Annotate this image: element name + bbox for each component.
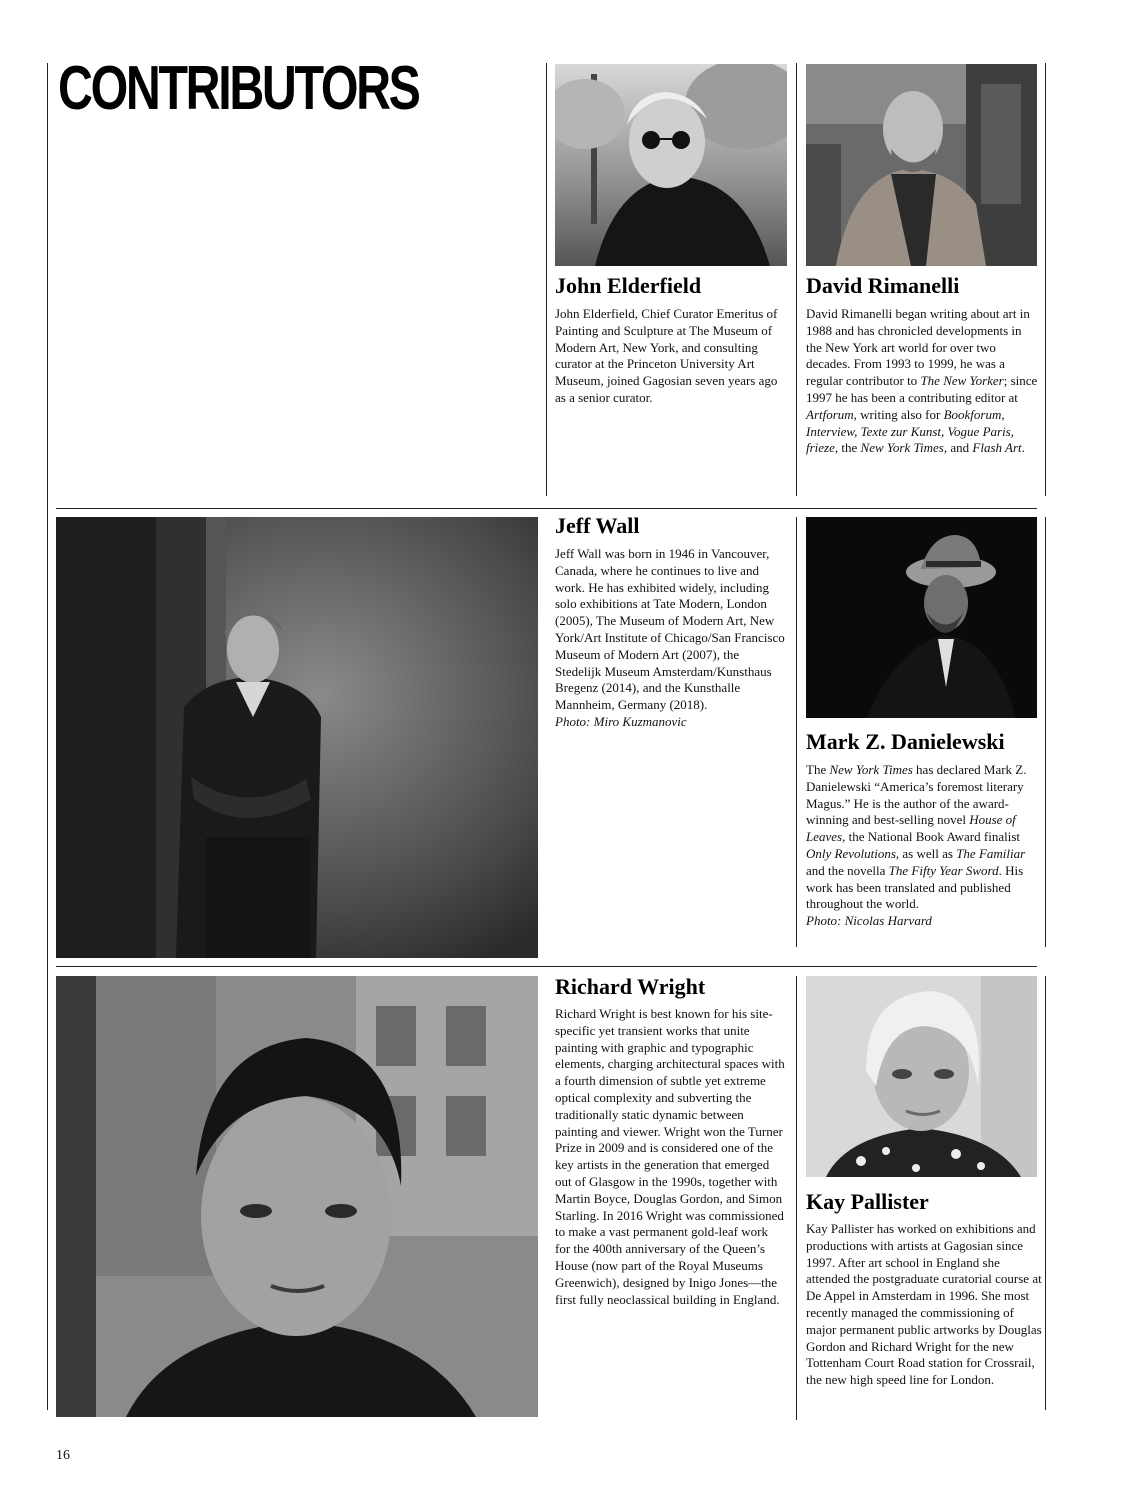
bio-italic: The Fifty Year Sword bbox=[888, 862, 999, 878]
portrait-richard-wright bbox=[56, 976, 538, 1417]
bio-text: The bbox=[806, 762, 830, 777]
bio-richard-wright: Richard Wright is best known for his site-specific yet transient works that unite painting with graphic and typographic elements, charging architectural spaces with a fourth dimension of subtle yet extreme optical complexity and subverting the traditionally static dynamic between painting and viewer. Wright won the Turner Prize in 2009 and is considered one of the key artists in the generation that emerged out of Glasgow in the 1990s, together with Martin Boyce, Douglas Gordon, and Simon Starling. In 2016 Wright was commissioned to make a vast permanent gold-leaf work for the 400th anniversary of the Queen’s House (now part of the Royal Museums Greenwich), designed by Inigo Jones—the first fully neoclassical building in England. bbox=[555, 1006, 785, 1307]
bio-text: has declared Mark Z. Danielewski “America’s foremost literary Magus.” He is the author of the award-winning and best-selling novel bbox=[806, 762, 1027, 828]
bio-text: David Rimanelli began writing about art in 1988 and has chronicled developments in the New York art world for over two decades. From 1993 to 1999, he was a regular contributor to bbox=[806, 306, 1030, 389]
portrait-mark-z-danielewski bbox=[806, 517, 1037, 718]
name-mark-z-danielewski: Mark Z. Danielewski bbox=[806, 729, 1005, 754]
name-kay-pallister: Kay Pallister bbox=[806, 1189, 929, 1214]
bio-jeff-wall bbox=[555, 546, 785, 731]
left-margin-rule bbox=[47, 63, 48, 1410]
bio-italic: New York Times bbox=[829, 762, 913, 777]
column-rule-1 bbox=[546, 63, 547, 496]
name-john-elderfield: John Elderfield bbox=[555, 273, 702, 298]
portrait-john-elderfield bbox=[555, 64, 787, 266]
bio-italic: Only Revolutions bbox=[806, 845, 896, 861]
portrait-david-rimanelli bbox=[806, 64, 1037, 266]
bio-text: , writing also for bbox=[853, 406, 944, 422]
bio-italic: New York Times bbox=[860, 440, 944, 456]
column-rule-5 bbox=[1045, 517, 1046, 947]
name-richard-wright: Richard Wright bbox=[555, 974, 706, 999]
bio-text: and the novella bbox=[806, 862, 889, 878]
bio-john-elderfield: John Elderfield, Chief Curator Emeritus of Painting and Sculpture at The Museum of Modern Art, New York, and consulting curator at the Princeton University Art Museum, joined Gagosian seven years ago as a senior curator. bbox=[555, 306, 778, 405]
column-rule-6 bbox=[796, 976, 797, 1420]
page-number: 16 bbox=[56, 1448, 70, 1463]
bio-text: , the National Book Award finalist bbox=[842, 829, 1020, 845]
photo-credit: Photo: Miro Kuzmanovic bbox=[555, 713, 687, 729]
bio-text: , the bbox=[834, 440, 861, 456]
name-david-rimanelli: David Rimanelli bbox=[806, 273, 960, 298]
row-divider-2 bbox=[56, 966, 1037, 967]
bio-italic: House of Leaves bbox=[806, 812, 1016, 845]
bio-text: , and bbox=[943, 440, 973, 456]
name-jeff-wall: Jeff Wall bbox=[555, 513, 640, 538]
bio-italic: The Familiar bbox=[956, 845, 1026, 861]
bio-text: ; since 1997 he has been a contributing editor at bbox=[806, 373, 1038, 405]
bio-italic: Artforum bbox=[806, 406, 854, 422]
bio-italic: Flash Art bbox=[972, 440, 1022, 456]
bio-text: . bbox=[1021, 440, 1025, 456]
page-title: CONTRIBUTORS bbox=[58, 54, 419, 123]
bio-text: , as well as bbox=[895, 845, 957, 861]
portrait-kay-pallister bbox=[806, 976, 1037, 1177]
portrait-jeff-wall bbox=[56, 517, 538, 958]
column-rule-7 bbox=[1045, 976, 1046, 1410]
column-rule-4 bbox=[796, 517, 797, 947]
bio-italic: Bookforum, Interview, Texte zur Kunst, Vogue Paris, frieze bbox=[806, 406, 1014, 456]
bio-italic: The New Yorker bbox=[920, 373, 1004, 389]
row-divider-1 bbox=[56, 508, 1037, 509]
bio-text: Jeff Wall was born in 1946 in Vancouver, Canada, where he continues to live and work. He has exhibited widely, including solo exhibitions at Tate Modern, London (2005), The Museum of Modern Art, New York/Art Institute of Chicago/San Francisco Museum of Modern Art (2007), the Stedelijk Museum Amsterdam/Kunsthaus Bregenz (2014), and the Kunsthalle Mannheim, Germany (2018). bbox=[555, 546, 785, 713]
bio-mark-z-danielewski bbox=[806, 762, 1038, 930]
column-rule-3 bbox=[1045, 63, 1046, 496]
photo-credit: Photo: Nicolas Harvard bbox=[806, 913, 932, 929]
column-rule-2 bbox=[796, 63, 797, 496]
bio-text: . His work has been translated and published throughout the world. bbox=[806, 862, 1024, 912]
bio-kay-pallister: Kay Pallister has worked on exhibitions and productions with artists at Gagosian since 1997. After art school in England she attended the postgraduate curatorial course at De Appel in Amsterdam in 1996. She most recently managed the commissioning of major permanent public artworks by Douglas Gordon and Richard Wright for the new Tottenham Court Road station for Crossrail, the new high speed line for London. bbox=[806, 1221, 1042, 1388]
bio-david-rimanelli bbox=[806, 306, 1038, 457]
